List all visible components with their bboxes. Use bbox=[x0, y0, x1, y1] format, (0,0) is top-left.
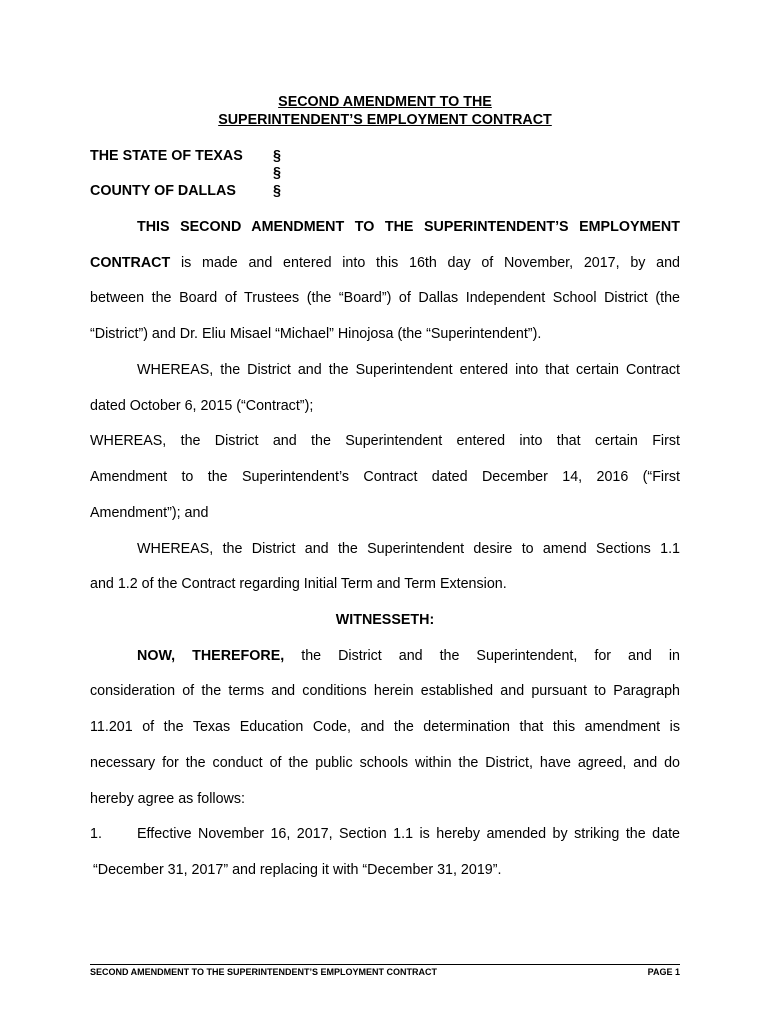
item-1-line: Effective November 16, 2017, Section 1.1 is hereby amended by striking the date bbox=[137, 826, 680, 842]
document-title-line-1: SECOND AMENDMENT TO THE bbox=[278, 94, 492, 110]
whereas-2-line: WHEREAS, the District and the Superintendent entered into that certain First bbox=[90, 433, 680, 449]
now-therefore-line bbox=[137, 648, 680, 664]
caption-county: COUNTY OF DALLAS bbox=[90, 183, 236, 199]
section-symbol: § bbox=[273, 148, 281, 164]
section-symbol: § bbox=[273, 183, 281, 199]
document-title-line-2: SUPERINTENDENT’S EMPLOYMENT CONTRACT bbox=[218, 112, 552, 128]
whereas-1-line: dated October 6, 2015 (“Contract”); bbox=[90, 398, 314, 414]
now-therefore-text: the District and the Superintendent, for and in bbox=[284, 648, 680, 664]
now-therefore-line: consideration of the terms and conditions herein established and pursuant to Paragraph bbox=[90, 683, 680, 699]
item-1-number: 1. bbox=[90, 826, 102, 842]
now-therefore-label: NOW, THEREFORE, bbox=[137, 648, 285, 664]
intro-line: THIS SECOND AMENDMENT TO THE SUPERINTENDENT’S EMPLOYMENT bbox=[137, 219, 680, 235]
intro-line bbox=[90, 255, 680, 271]
item-1-line: “December 31, 2017” and replacing it with “December 31, 2019”. bbox=[93, 862, 502, 878]
footer-page-number: PAGE 1 bbox=[647, 967, 680, 977]
whereas-2-line: Amendment to the Superintendent’s Contract dated December 14, 2016 (“First bbox=[90, 469, 680, 485]
section-symbol: § bbox=[273, 165, 281, 181]
intro-contract-label: CONTRACT bbox=[90, 255, 171, 271]
witnesseth-heading: WITNESSETH: bbox=[335, 612, 435, 628]
whereas-1-line: WHEREAS, the District and the Superintendent entered into that certain Contract bbox=[137, 362, 680, 378]
whereas-2-line: Amendment”); and bbox=[90, 505, 209, 521]
now-therefore-line: hereby agree as follows: bbox=[90, 791, 245, 807]
caption-state: THE STATE OF TEXAS bbox=[90, 148, 243, 164]
footer-rule bbox=[90, 964, 680, 965]
intro-line: “District”) and Dr. Eliu Misael “Michael” Hinojosa (the “Superintendent”). bbox=[90, 326, 542, 342]
intro-line-text: is made and entered into this 16th day of November, 2017, by and bbox=[170, 255, 680, 271]
whereas-3-line: and 1.2 of the Contract regarding Initial Term and Term Extension. bbox=[90, 576, 507, 592]
intro-line: between the Board of Trustees (the “Board”) of Dallas Independent School District (the bbox=[90, 290, 680, 306]
now-therefore-line: 11.201 of the Texas Education Code, and the determination that this amendment is bbox=[90, 719, 680, 735]
now-therefore-line: necessary for the conduct of the public schools within the District, have agreed, and do bbox=[90, 755, 680, 771]
whereas-3-line: WHEREAS, the District and the Superintendent desire to amend Sections 1.1 bbox=[137, 541, 680, 557]
footer-title: SECOND AMENDMENT TO THE SUPERINTENDENT’S EMPLOYMENT CONTRACT bbox=[90, 967, 438, 977]
